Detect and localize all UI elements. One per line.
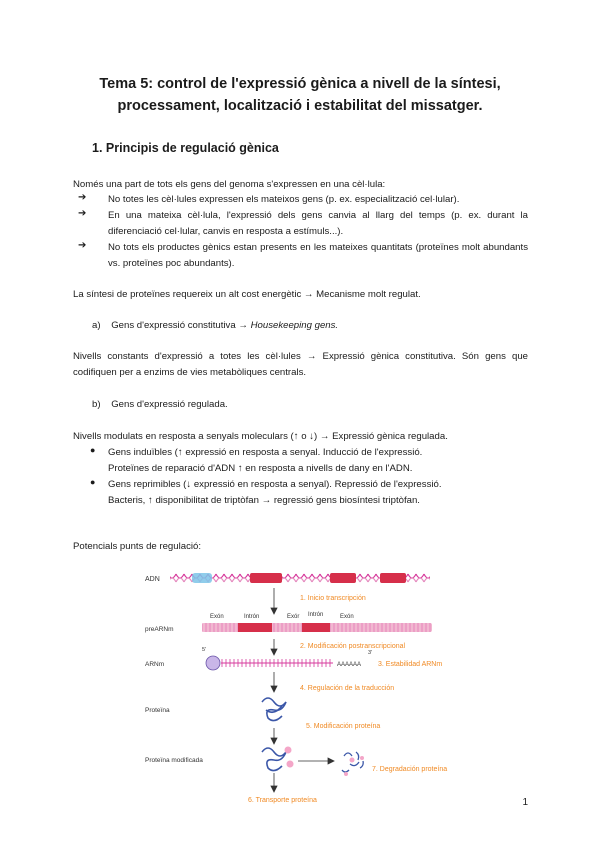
constitutive-text: Nivells constants d'expressió a totes les cèl·lules → Expressió gènica constitutiva. Són gens que codifiquen per a enzims de vies metabòliques centrals. <box>73 351 528 378</box>
regulation-diagram <box>0 560 600 810</box>
title-line-2: processament, localització i estabilitat del missatger. <box>117 98 483 114</box>
arrow-icon: ➔ <box>78 240 87 251</box>
arrow-icon: ➔ <box>78 208 87 219</box>
page-number: 1 <box>522 797 528 808</box>
label-arnm: ARNm <box>145 661 165 668</box>
step-3-label: 3. Estabilidad ARNm <box>378 661 443 668</box>
arrow-item-3: No tots els productes gènics estan presents en les mateixes quantitats (proteïnes molt abundants vs. proteïnes poc abundants). <box>108 242 528 269</box>
item-a-label: a) <box>92 320 101 331</box>
bullet-1-line-1: Gens induïbles (↑ expressió en resposta a senyal. Inducció de l'expressió. <box>108 447 423 458</box>
label-3-prime: 3' <box>368 650 373 656</box>
step-1-label: 1. Inicio transcripción <box>300 595 366 602</box>
section-heading: 1. Principis de regulació gènica <box>92 141 279 155</box>
item-a-text: Gens d'expressió constitutiva → <box>111 320 251 331</box>
label-proteina-modificada: Proteïna modificada <box>145 757 203 764</box>
modified-protein-icon <box>262 747 294 771</box>
label-adn: ADN <box>145 576 160 583</box>
document-title <box>60 73 540 117</box>
bullet-icon: ● <box>90 445 96 455</box>
bullet-icon: ● <box>90 477 96 487</box>
bullet-2-line-2: Bacteris, ↑ disponibilitat de triptòfan → regressió gens biosíntesi triptòfan. <box>108 495 420 506</box>
arrow-item-1: No totes les cèl·lules expressen els mateixos gens (p. ex. especialització cel·lular). <box>108 194 460 205</box>
label-exon-2: Exór <box>287 614 300 620</box>
bullet-1-line-2: Proteïnes de reparació d'ADN ↑ en resposta a nivells de dany en l'ADN. <box>108 463 413 474</box>
step-6-label: 6. Transporte proteína <box>248 797 317 804</box>
regulated-text: Nivells modulats en resposta a senyals moleculars (↑ o ↓) → Expressió gènica regulada. <box>73 431 448 442</box>
step-4-label: 4. Regulación de la traducción <box>300 685 395 692</box>
item-b <box>92 397 228 413</box>
arnm-strand <box>206 656 333 670</box>
degraded-protein-icon <box>342 752 364 776</box>
title-line-1: Tema 5: control de l'expressió gènica a nivell de la síntesi, <box>99 76 501 92</box>
arrow-item-2: En una mateixa cèl·lula, l'expressió dels gens canvia al llarg del temps (p. ex. durant la diferenciació cel·lular, canvis en resposta a estímuls...). <box>108 210 528 237</box>
label-exon-3: Exón <box>340 614 354 620</box>
step-5-label: 5. Modificación proteína <box>306 723 381 730</box>
item-b-text: Gens d'expressió regulada. <box>111 399 228 410</box>
step-2-label: 2. Modificación postranscripcional <box>300 643 406 650</box>
potential-points-label: Potencials punts de regulació: <box>73 541 201 552</box>
prearnm-strand <box>202 623 432 632</box>
step-7-label: 7. Degradación proteína <box>372 766 448 773</box>
arrow-icon: ➔ <box>78 192 87 203</box>
label-intron-2: Intrón <box>308 612 324 618</box>
bullet-item-2 <box>108 477 442 509</box>
protein-icon <box>262 698 286 721</box>
intro-text: Només una part de tots els gens del genoma s'expressen en una cèl·lula: <box>73 179 386 190</box>
label-exon-1: Exón <box>210 614 224 620</box>
dna-strand <box>170 572 430 584</box>
label-polya: AAAAAA <box>337 662 362 668</box>
item-a-italic: Housekeeping gens. <box>250 320 339 331</box>
synthesis-text: La síntesi de proteïnes requereix un alt cost energètic → Mecanisme molt regulat. <box>73 289 421 300</box>
label-5-prime: 5' <box>202 647 207 653</box>
label-proteina: Proteïna <box>145 707 170 714</box>
label-intron-1: Intrón <box>244 614 260 620</box>
bullet-item-1 <box>108 445 422 477</box>
item-b-label: b) <box>92 399 101 410</box>
bullet-2-line-1: Gens reprimibles (↓ expressió en resposta a senyal). Repressió de l'expressió. <box>108 479 442 490</box>
item-a <box>92 318 338 334</box>
label-prearnm: preARNm <box>145 626 174 633</box>
